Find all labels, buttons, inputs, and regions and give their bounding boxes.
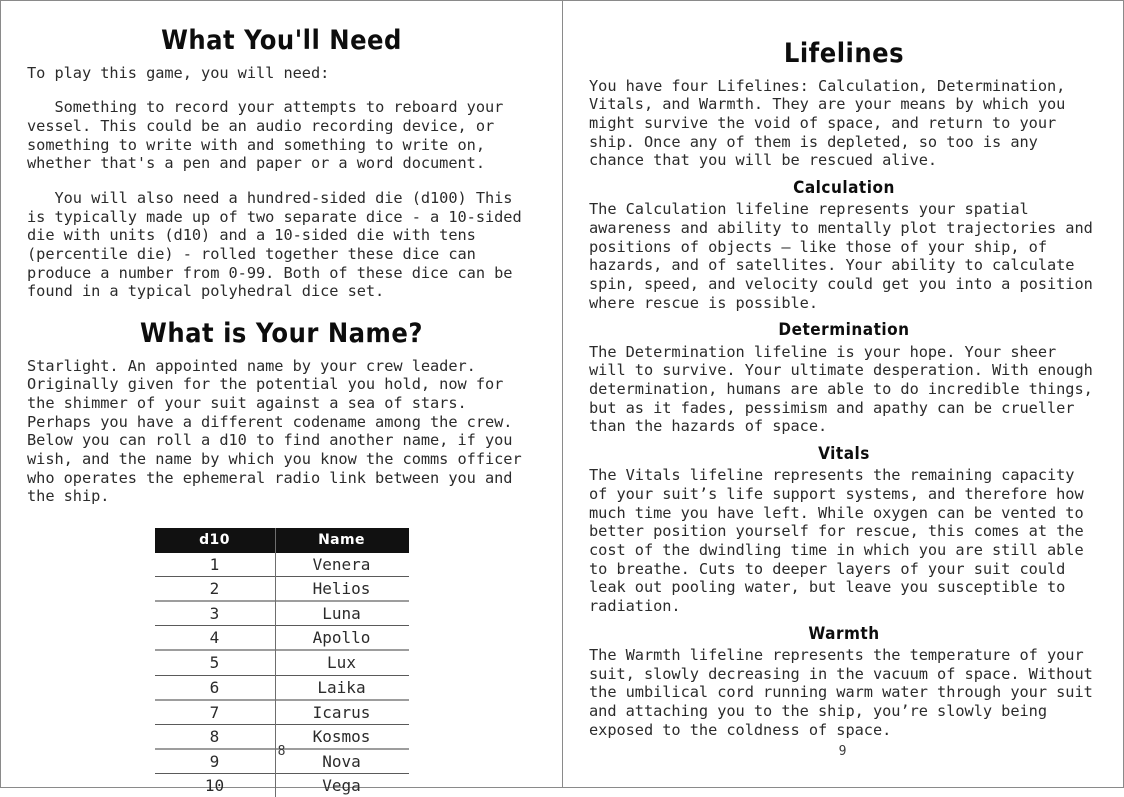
paragraph-need-intro: To play this game, you will need: (27, 63, 330, 82)
cell-roll: 3 (155, 601, 275, 626)
cell-roll: 2 (155, 577, 275, 602)
cell-name: Icarus (275, 700, 409, 725)
name-table-body (155, 553, 409, 797)
cell-name: Apollo (275, 626, 409, 651)
table-row (155, 700, 409, 725)
subheading-vitals: Vitals (818, 443, 870, 464)
cell-roll: 4 (155, 626, 275, 651)
cell-name: Kosmos (275, 724, 409, 749)
subheading-determination: Determination (778, 320, 910, 341)
name-table-head (155, 528, 409, 553)
left-page (1, 1, 562, 795)
paragraph-name-starlight: Starlight. An appointed name by your crew leader. Originally given for the potential you hold, now for the shimmer of your suit against a sea of stars. Perhaps you have a different codename among the crew. Below you can roll a d10 to find another name, if you wish, and the name by which you know the comms officer who operates the ephemeral radio link between you and the ship. (27, 356, 531, 506)
cell-roll: 7 (155, 700, 275, 725)
subheading-warmth: Warmth (808, 623, 880, 644)
paragraph-need-recording: Something to record your attempts to reboard your vessel. This could be an audio recording device, or something to write with and something to write on, whether that's a pen and paper or a word document. (27, 98, 513, 173)
page-title-what-is-your-name: What is Your Name? (140, 318, 423, 350)
cell-roll: 5 (155, 650, 275, 675)
page-number-left: 8 (277, 744, 286, 759)
table-row (155, 773, 409, 797)
name-table-header-row (155, 528, 409, 553)
paragraph-warmth: The Warmth lifeline represents the temperature of your suit, slowly decreasing in the vacuum of space. Without the umbilical cord running warm water through your suit and attaching you to the ship, you’re slowly being exposed to the coldness of space. (589, 646, 1102, 739)
paragraph-lifelines-intro: You have four Lifelines: Calculation, Determination, Vitals, and Warmth. They are your means by which you might survive the void of space, and return to your ship. Once any of them is depleted, so too is any chance that you will be rescued alive. (589, 76, 1075, 170)
right-page (562, 1, 1123, 787)
page-title-lifelines: Lifelines (783, 38, 905, 69)
paragraph-determination: The Determination lifeline is your hope. Your sheer will to survive. Your ultimate desperation. With enough determination, humans are able to do incredible things, but as it fades, pessimism and apathy can be crueller than the hazards of space. (589, 342, 1102, 436)
cell-name: Venera (275, 553, 409, 577)
paragraph-calculation: The Calculation lifeline represents your spatial awareness and ability to mentally plot trajectories and positions of objects — like those of your ship, of hazards, and of satellites. Your ability to calculate spin, speed, and velocity could get you into a position where rescue is possible. (589, 200, 1102, 312)
cell-name: Laika (275, 675, 409, 700)
subheading-calculation: Calculation (793, 177, 895, 198)
table-row (155, 553, 409, 577)
cell-roll: 10 (204, 775, 225, 795)
cell-name: Luna (275, 601, 409, 626)
paragraph-vitals: The Vitals lifeline represents the remaining capacity of your suit’s life support systems, and therefore how much time you have left. While oxygen can be vented to better position yourself for rescue, this comes at the cost of the dwindling time in which you are still able to breathe. Cuts to deeper layers of your suit could leak out pooling water, but leave you susceptible to radiation. (589, 466, 1093, 615)
cell-name: Nova (275, 749, 409, 774)
cell-name: Helios (275, 577, 409, 602)
page-title-what-youll-need: What You'll Need (161, 25, 402, 56)
name-table-header-name: Name (275, 528, 409, 553)
table-row (155, 577, 409, 602)
cell-name: Vega (322, 775, 361, 795)
table-row (155, 675, 409, 700)
cell-roll: 6 (155, 675, 275, 700)
cell-roll: 9 (155, 749, 275, 774)
table-row (155, 601, 409, 626)
cell-name: Lux (275, 650, 409, 675)
paragraph-need-dice: You will also need a hundred-sided die (d100) This is typically made up of two separate dice - a 10-sided die with units (d10) and a 10-sided die with tens (percentile die) - rolled together these dice can produce a number from 0-99. Both of these dice can be found in a typical polyhedral dice set. (27, 189, 531, 301)
table-row (155, 650, 409, 675)
table-row (155, 626, 409, 651)
cell-roll: 1 (155, 553, 275, 577)
page-number-right: 9 (838, 744, 847, 759)
cell-roll: 8 (155, 724, 275, 749)
name-table-header-d10: d10 (155, 528, 275, 553)
